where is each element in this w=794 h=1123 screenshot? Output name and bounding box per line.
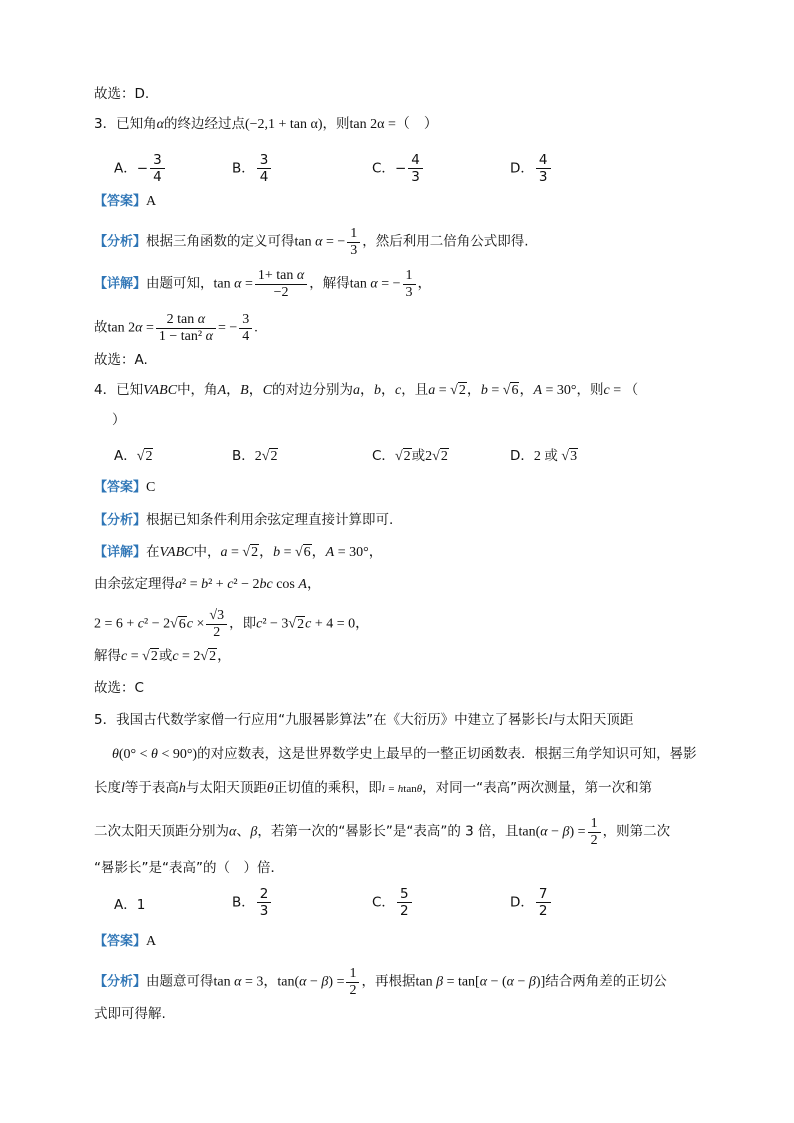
analysis-text: 根据三角函数的定义可得 [146,233,295,250]
q4-text: ，则 [576,382,604,398]
q4-equation: 2 = 6 + c² − 2√6c × $\frac{√3}{2}$ ，即c² − 3√2c + 4 = 0， [94,608,370,640]
detail-tag: 【详解】 [94,276,147,292]
detail-text: 故 [94,319,108,336]
option-label: C． [372,448,395,464]
q5-text: 等于表高 [124,780,179,796]
q5-text: ，则第二次 [602,823,671,840]
option-label: D． [510,448,534,464]
q4-text: 4．已知 [94,382,144,398]
option-label: A． [114,448,137,464]
question-4: 4．已知VABC中，角A，B，C的对边分别为a，b，c，且a = √2，b = √6，A = 30°，则c = （ [94,382,639,398]
q4-choose: 故选：C [94,680,144,696]
or-text: 或 [158,648,173,664]
q4-text: ，且 [401,382,429,398]
answer-value: C [146,480,156,495]
q5-option-b: B． $\frac{2}{3}$ [232,886,273,919]
analysis-text: 根据已知条件利用余弦定理直接计算即可. [146,512,394,528]
analysis-text: 结合两角差的正切公 [545,973,667,990]
q5-analysis: 【分析】由题意可得tan α = 3，tan(α − β) = $\frac{1}{2}$ ，再根据tan β = tan[α − (α − β)]结合两角差的正切公 [94,966,667,998]
q3-choose: 故选：A. [94,352,148,368]
q4-solve: 解得c = √2或c = 2√2， [94,648,232,664]
q5-answer [94,932,156,952]
q4-cosine: 由余弦定理得a² = b² + c² − 2bc cos A， [94,576,321,592]
analysis-text: 由题意可得 [146,973,214,990]
answer-tag: 【答案】 [94,194,147,209]
detail-tag: 【详解】 [94,545,147,560]
q3-option-a: A．− $\frac{3}{4}$ [114,152,167,185]
option-label: C． [372,894,395,911]
option-label: B． [232,894,255,911]
option-label: B． [232,448,255,464]
q4-text: （ [624,382,639,398]
q5-text: ，若第一次的“晷影长”是“表高”的 3 倍，且 [257,823,519,840]
q3-answer [94,192,156,212]
q5-text: 正切值的乘积，即 [273,780,382,796]
detail-text: 中， [193,544,221,560]
q5-text: 与太阳天顶距 [552,712,634,728]
answer-value: A [146,194,157,209]
question-5-line5: “晷影长”是“表高”的（ ）倍． [94,860,284,876]
q3-option-b: B． $\frac{3}{4}$ [232,152,273,185]
q5-text: ，对同一“表高”两次测量，第一次和第 [422,780,653,796]
detail-text: 由题可知， [146,275,214,292]
q3-detail-2: 故tan 2α = $\frac{\text{2 tan α}}{\text{1 − tan² α}}$ = − $\frac{3}{4}$ . [94,312,258,344]
q5-text: 的对应数表，这是世界数学史上最早的一整正切函数表．根据三角学知识可知，晷影 [197,746,697,762]
q5-text: 二次太阳天顶距分别为 [94,823,229,840]
q3-ask: tan 2α =（ ） [349,117,438,132]
detail-text: 由余弦定理得 [94,576,175,592]
question-5-line1: 5．我国古代数学家僧一行应用“九服晷影算法”在《大衍历》中建立了晷影长l与太阳天顶距 [94,712,634,728]
answer-tag: 【答案】 [94,934,147,949]
analysis-text: ，再根据 [361,973,416,990]
q3-detail: 【详解】由题可知，tan α = $\frac{\text{1+ tan α}}{-2}$ ，解得tan α = − $\frac{1}{3}$ ， [94,268,432,300]
question-5-line2: θ(0° < θ < 90°)的对应数表，这是世界数学史上最早的一整正切函数表．根据三角学知识可知，晷影 [112,746,697,762]
q4-option-c: C．√2或2√2 [372,448,448,464]
analysis-tag: 【分析】 [94,513,147,528]
answer-tag: 【答案】 [94,480,147,495]
q3-text: 3．已知角 [94,116,157,132]
q5-text: 与太阳天顶距 [185,780,267,796]
q3-option-d: D． $\frac{4}{3}$ [510,152,553,185]
q3-analysis: 【分析】根据三角函数的定义可得tan α = − $\frac{1}{3}$ ，然后利用二倍角公式即得. [94,226,529,258]
analysis-text: ，然后利用二倍角公式即得. [362,233,529,250]
q5-option-d: D． $\frac{7}{2}$ [510,886,553,919]
q4-text: 的对边分别为 [272,382,354,398]
option-label: B． [232,160,255,177]
q4-option-d: D．2 或 √3 [510,448,578,464]
q4-analysis [94,510,393,531]
detail-text: ，解得 [309,275,350,292]
analysis-tag: 【分析】 [94,234,147,250]
q4-detail: 【详解】在VABC中，a = √2，b = √6，A = 30°， [94,544,383,560]
or-text: 或 [411,448,426,464]
q4-text: 中，角 [177,382,218,398]
q3-option-c: C．− $\frac{4}{3}$ [372,152,425,185]
q5-text: 长度 [94,780,121,796]
q4-close: ） [112,412,126,428]
text-line: 故选：D. [94,86,150,102]
q3-text: ，则 [322,116,350,132]
question-5-line3: 长度l等于表高h与太阳天顶距θ正切值的乘积，即l = htanθ，对同一“表高”两次测量，第一次和第 [94,780,653,796]
option-label: D． [510,894,534,911]
q5-option-c: C． $\frac{5}{2}$ [372,886,414,919]
detail-text: 解得 [94,648,121,664]
q5-analysis-2: 式即可得解. [94,1006,166,1022]
analysis-tag: 【分析】 [94,974,147,990]
answer-value: A [146,934,157,949]
or-text: 或 [544,448,558,464]
q4-option-b: B．2√2 [232,448,278,464]
q3-point: (−2,1 + tan α) [244,117,323,132]
option-label: A． [114,160,137,177]
option-label: D． [510,160,534,177]
q4-answer [94,478,155,498]
q5-option-a: A．1 [114,897,146,913]
question-5-line4: 二次太阳天顶距分别为α、β，若第一次的“晷影长”是“表高”的 3 倍，且tan(α − β) = $\frac{1}{2}$ ，则第二次 [94,816,671,848]
option-label: C． [372,160,395,177]
question-3: 3．已知角α的终边经过点(−2,1 + tan α)，则tan 2α =（ ） [94,116,438,132]
detail-text: 在 [146,544,160,560]
detail-text: ，即 [229,615,257,632]
q4-option-a: A．√2 [114,448,153,464]
q3-text: 的终边经过点 [163,116,245,132]
q5-text: 5．我国古代数学家僧一行应用“九服晷影算法”在《大衍历》中建立了晷影长 [94,712,549,728]
